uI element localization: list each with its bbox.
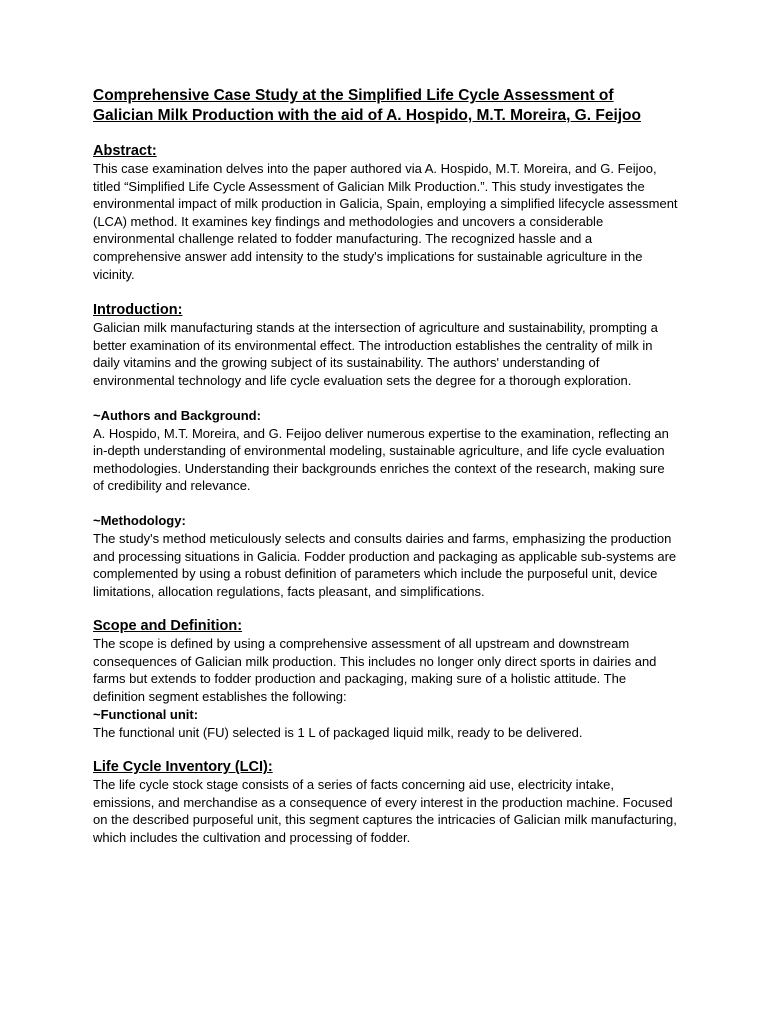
document-title: Comprehensive Case Study at the Simplified Life Cycle Assessment of Galician Milk Production with the aid of A. Hospido, M.T. Moreira, G. Feijoo — [93, 87, 641, 124]
authors-background-body: A. Hospido, M.T. Moreira, and G. Feijoo deliver numerous expertise to the examination, reflecting an in-depth understanding of environmental modeling, sustainable agriculture, and life cycle evaluation methodologies. Understanding their backgrounds enriches the context of the research, making sure of credibility and relevance. — [93, 425, 669, 494]
spacer — [93, 495, 678, 512]
section-lci — [93, 758, 678, 846]
functional-unit-body: The functional unit (FU) selected is 1 L of packaged liquid milk, ready to be delivered. — [93, 724, 583, 740]
section-scope-definition — [93, 617, 678, 705]
spacer — [93, 390, 678, 407]
lci-heading: Life Cycle Inventory (LCI): — [93, 759, 273, 776]
section-introduction — [93, 301, 678, 389]
functional-unit-heading: ~Functional unit: — [93, 706, 199, 722]
authors-background-heading: ~Authors and Background: — [93, 407, 261, 423]
section-authors-background — [93, 407, 678, 495]
scope-definition-heading: Scope and Definition: — [93, 618, 243, 635]
section-functional-unit — [93, 706, 678, 742]
methodology-heading: ~Methodology: — [93, 512, 186, 528]
spacer — [93, 600, 678, 617]
section-methodology — [93, 512, 678, 600]
lci-body: The life cycle stock stage consists of a series of facts concerning aid use, electricity intake, emissions, and merchandise as a consequence of every interest in the production machine. Focused on the described purposeful unit, this segment captures the intricacies of Galician milk manufacturing, which includes the cultivation and processing of fodder. — [93, 777, 677, 846]
section-abstract — [93, 142, 678, 283]
spacer — [93, 283, 678, 301]
introduction-heading: Introduction: — [93, 302, 183, 319]
methodology-body: The study's method meticulously selects and consults dairies and farms, emphasizing the production and processing situations in Galicia. Fodder production and packaging as applicable sub-systems are complemented by using a robust definition of parameters which include the purposeful unit, device limitations, allocation regulations, facts pleasant, and simplifications. — [93, 530, 677, 599]
abstract-heading: Abstract: — [93, 143, 157, 159]
scope-definition-body: The scope is defined by using a comprehensive assessment of all upstream and downstream consequences of Galician milk production. This includes no longer only direct sports in dairies and farms but extends to fodder production and packaging, making sure of a holistic attitude. The definition segment establishes the following: — [93, 636, 657, 705]
spacer — [93, 741, 678, 758]
document-page — [93, 86, 678, 847]
abstract-body: This case examination delves into the paper authored via A. Hospido, M.T. Moreira, and G. Feijoo, titled “Simplified Life Cycle Assessment of Galician Milk Production.”. This study investigates the environmental impact of milk production in Galicia, Spain, employing a simplified lifecycle assessment (LCA) method. It examines key findings and methodologies and uncovers a considerable environmental challenge related to fodder manufacturing. The recognized hassle and a comprehensive answer add intensity to the study's implications for sustainable agriculture in the vicinity. — [93, 161, 678, 282]
introduction-body: Galician milk manufacturing stands at the intersection of agriculture and sustainability, prompting a better examination of its environmental effect. The introduction establishes the centrality of milk in daily vitamins and the growing subject of its sustainability. The authors' understanding of environmental technology and life cycle evaluation sets the degree for a thorough exploration. — [93, 320, 658, 388]
